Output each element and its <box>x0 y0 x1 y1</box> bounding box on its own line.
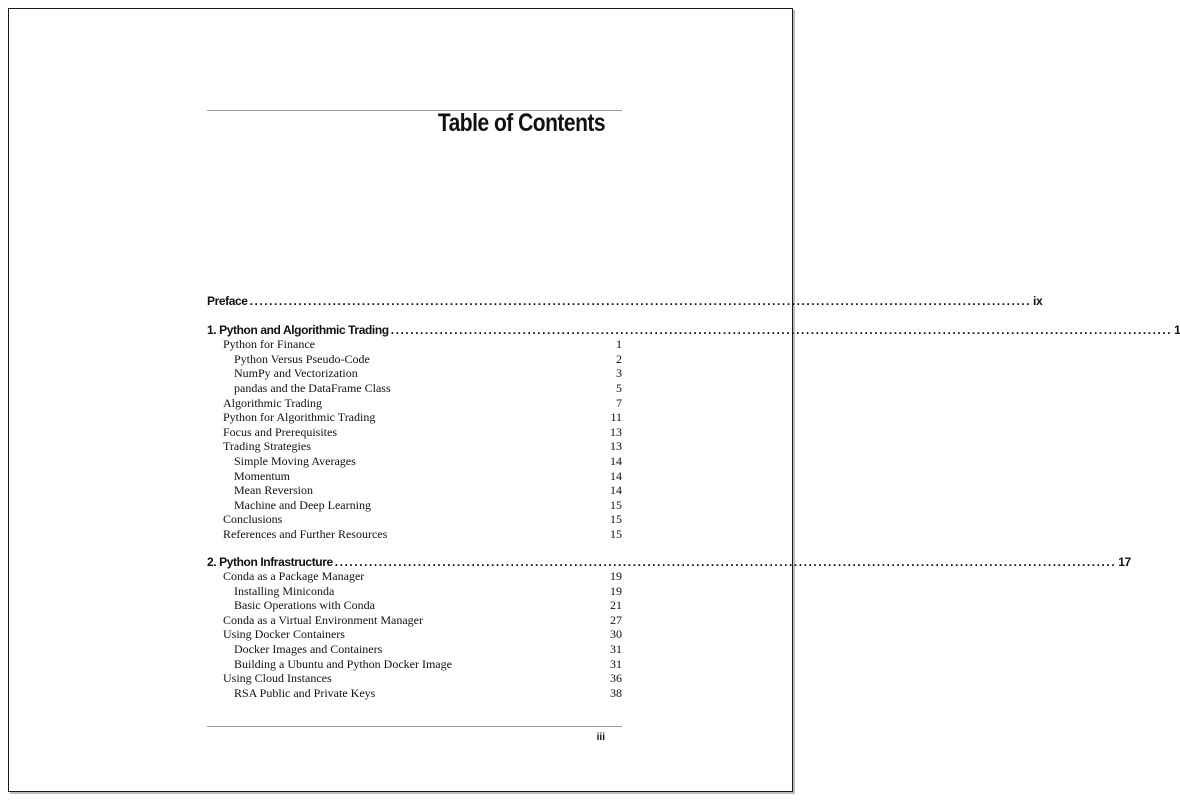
toc-entry-label: Algorithmic Trading <box>223 395 323 410</box>
toc-entry-page: 21 <box>610 598 622 613</box>
toc-entry-page: 3 <box>616 366 622 381</box>
dot-leader: ................................................................................................................................................................ <box>334 554 1117 569</box>
toc-section-row[interactable] <box>207 439 622 454</box>
toc-entry-page: 5 <box>616 380 622 395</box>
toc-entry-page: 7 <box>616 395 622 410</box>
toc-entry-label: Trading Strategies <box>223 439 311 454</box>
toc-preface-page: ix <box>1033 294 1043 308</box>
toc-subsection-row[interactable] <box>207 381 622 396</box>
toc-entry-label: RSA Public and Private Keys <box>234 685 376 700</box>
dot-leader: ................................................................................................................................................................ <box>390 322 1173 337</box>
toc-section-row[interactable] <box>207 512 622 527</box>
toc-section-row[interactable] <box>207 671 622 686</box>
toc-entry-page: 14 <box>610 468 622 483</box>
toc-entry-page: 11 <box>610 410 622 425</box>
toc-section-row[interactable] <box>207 613 622 628</box>
toc-entry-label: Building a Ubuntu and Python Docker Image <box>234 656 452 671</box>
toc-entry-page: 19 <box>610 569 622 584</box>
toc-preface-label: Preface <box>207 294 248 308</box>
toc-chapter-label: 2. Python Infrastructure <box>207 554 333 569</box>
toc-entry-label: Installing Miniconda <box>234 583 335 598</box>
toc-subsection-row[interactable] <box>207 454 622 469</box>
toc-section-row[interactable] <box>207 569 622 584</box>
toc-section-row[interactable] <box>207 627 622 642</box>
toc-entry-page: 15 <box>610 526 622 541</box>
toc-entry-page: 13 <box>610 439 622 454</box>
toc-entry-page: 14 <box>610 453 622 468</box>
toc-chapter-page: 1 <box>1174 322 1180 337</box>
toc-entry-page: 1 <box>616 337 622 352</box>
toc-entry-page: 15 <box>610 497 622 512</box>
toc-entry-page: 14 <box>610 483 622 498</box>
toc-entry-page: 31 <box>610 656 622 671</box>
toc-entry-label: Machine and Deep Learning <box>234 497 371 512</box>
toc-entry-page: 31 <box>610 642 622 657</box>
toc-entry-page: 38 <box>610 685 622 700</box>
toc-entry-label: Momentum <box>234 468 290 483</box>
toc-entry-page: 2 <box>616 351 622 366</box>
toc-entry-label: Conclusions <box>223 512 283 527</box>
toc-entry-label: Basic Operations with Conda <box>234 598 375 613</box>
toc-entry-label: Simple Moving Averages <box>234 453 356 468</box>
toc-entry-page: 13 <box>610 424 622 439</box>
toc-entry-label: Using Cloud Instances <box>223 671 332 686</box>
toc-entry-page: 27 <box>610 612 622 627</box>
toc-chapter-row[interactable] <box>207 554 1131 570</box>
toc-entry-label: Python Versus Pseudo-Code <box>234 351 370 366</box>
toc-subsection-row[interactable] <box>207 366 622 381</box>
toc-entry-page: 15 <box>610 512 622 527</box>
toc-entry-label: NumPy and Vectorization <box>234 366 358 381</box>
toc-subsection-row[interactable] <box>207 469 622 484</box>
table-of-contents <box>207 294 1180 700</box>
toc-subsection-row[interactable] <box>207 686 622 701</box>
toc-section-row[interactable] <box>207 425 622 440</box>
toc-subsection-row[interactable] <box>207 352 622 367</box>
page-number: iii <box>596 732 605 743</box>
toc-entry-label: Conda as a Package Manager <box>223 569 365 584</box>
toc-entry-label: Python for Algorithmic Trading <box>223 410 376 425</box>
toc-entry-page: 19 <box>610 583 622 598</box>
toc-entry-page: 36 <box>610 671 622 686</box>
toc-entry-label: Docker Images and Containers <box>234 642 383 657</box>
dot-leader: ................................................................................................................................................................ <box>249 294 1032 308</box>
toc-chapter-page: 17 <box>1118 554 1131 569</box>
toc-entry-label: Focus and Prerequisites <box>223 424 337 439</box>
toc-section-row[interactable] <box>207 410 622 425</box>
toc-subsection-row[interactable] <box>207 642 622 657</box>
toc-entry-label: Conda as a Virtual Environment Manager <box>223 612 424 627</box>
toc-chapter-label: 1. Python and Algorithmic Trading <box>207 322 389 337</box>
toc-entry-label: Mean Reversion <box>234 483 313 498</box>
toc-chapter-row[interactable] <box>207 322 1180 338</box>
page-title: Table of Contents <box>437 109 605 137</box>
toc-entry-label: pandas and the DataFrame Class <box>234 380 391 395</box>
toc-subsection-row[interactable] <box>207 483 622 498</box>
toc-preface-row[interactable] <box>207 294 1043 309</box>
toc-section-row[interactable] <box>207 337 622 352</box>
toc-entry-page: 30 <box>610 627 622 642</box>
toc-entry-label: Python for Finance <box>223 337 315 352</box>
toc-entry-label: References and Further Resources <box>223 526 388 541</box>
toc-section-row[interactable] <box>207 527 622 542</box>
toc-subsection-row[interactable] <box>207 584 622 599</box>
toc-chapters <box>207 322 1180 701</box>
toc-subsection-row[interactable] <box>207 598 622 613</box>
toc-subsection-row[interactable] <box>207 657 622 672</box>
bottom-rule <box>207 726 622 727</box>
book-page <box>8 8 1180 792</box>
toc-entry-label: Using Docker Containers <box>223 627 345 642</box>
toc-subsection-row[interactable] <box>207 498 622 513</box>
toc-section-row[interactable] <box>207 396 622 411</box>
